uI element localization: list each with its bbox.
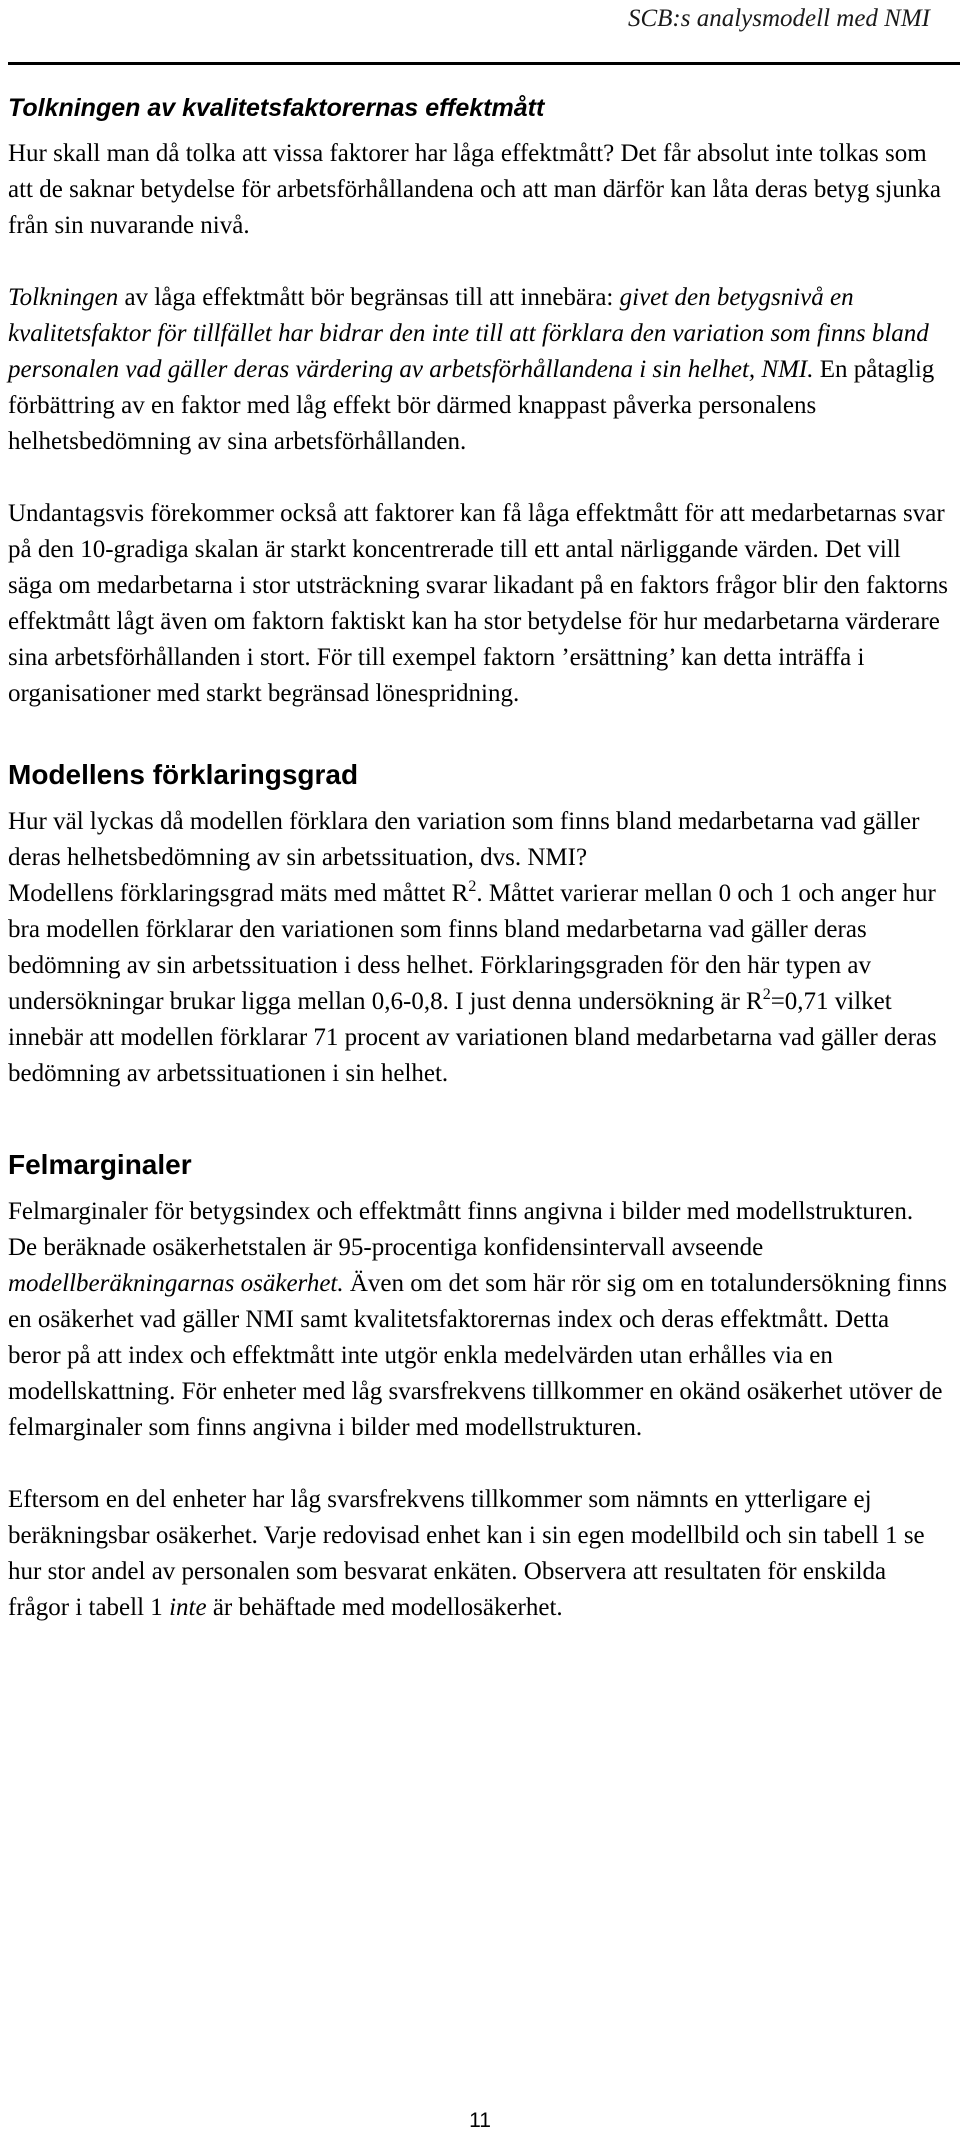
text-run: Modellens förklaringsgrad mäts med måttet R [8,880,469,907]
text-run: av låga effektmått bör begränsas till att innebära: [118,284,620,311]
paragraph-felmarginaler-2 [8,1482,948,1626]
text-run: En påtaglig förbättring av en faktor med låg effekt bör därmed knappast påverka personalens helhetsbedömning av sina arbetsförhållanden. [8,356,935,455]
page-body [8,92,948,1626]
superscript: 2 [468,878,477,895]
paragraph-forklaringsgrad-2 [8,876,948,1092]
paragraph-tolkning-2 [8,280,948,460]
section-heading-felmarginaler: Felmarginaler [8,1149,192,1180]
text-run: . Måttet varierar mellan 0 och 1 och anger hur bra modellen förklarar den variationen som finns bland medarbetarna vad gäller deras bedömning av sin arbetssituation i dess helhet. Förklaringsgraden för den här typen av undersökningar brukar ligga mellan 0,6-0,8. I just denna undersökning är R [8,880,936,1015]
section-heading-tolkning: Tolkningen av kvalitetsfaktorernas effektmått [8,94,545,122]
text-run: Felmarginaler för betygsindex och effektmått finns angivna i bilder med modellstrukturen. De beräknade osäkerhetstalen är 95-procentiga konfidensintervall avseende [8,1198,914,1261]
superscript: 2 [762,986,771,1003]
paragraph-tolkning-1: Hur skall man då tolka att vissa faktorer har låga effektmått? Det får absolut inte tolkas som att de saknar betydelse för arbetsförhållandena och att man därför kan låta deras betyg sjunka från sin nuvarande nivå. [8,140,941,239]
text-run: Eftersom en del enheter har låg svarsfrekvens tillkommer som nämnts en ytterligare ej beräkningsbar osäkerhet. Varje redovisad enhet kan i sin egen modellbild och sin tabell 1 se hur stor andel av personalen som besvarat enkäten. Observera att resultaten för enskilda frågor i tabell 1 [8,1486,925,1621]
text-run: =0,71 vilket innebär att modellen förklarar 71 procent av variationen bland medarbetarna vad gäller deras bedömning av arbetssituationen i sin helhet. [8,988,937,1087]
text-run: Även om det som här rör sig om en totalundersökning finns en osäkerhet vad gäller NMI samt kvalitetsfaktorernas index och deras effektmått. Detta beror på att index och effektmått inte utgör enkla medelvärden utan erhålles via en modellskattning. För enheter med låg svarsfrekvens tillkommer en okänd osäkerhet utöver de felmarginaler som finns angivna i bilder med modellstrukturen. [8,1270,947,1441]
italic-definition: givet den betygsnivå en kvalitetsfaktor för tillfället har bidrar den inte till att förklara den variation som finns bland personalen vad gäller deras värdering av arbetsförhållandena i sin helhet, NMI. [8,284,929,383]
page-number: 11 [469,2109,491,2132]
italic-lead: Tolkningen [8,284,119,311]
italic-word: inte [169,1594,207,1621]
paragraph-forklaringsgrad-1: Hur väl lyckas då modellen förklara den variation som finns bland medarbetarna vad gäller deras helhetsbedömning av sin arbetssituation, dvs. NMI? [8,808,920,871]
section-heading-forklaringsgrad: Modellens förklaringsgrad [8,759,359,790]
header-rule [8,62,960,65]
text-run: är behäftade med modellosäkerhet. [206,1594,563,1621]
paragraph-felmarginaler-1 [8,1194,948,1446]
italic-phrase: modellberäkningarnas osäkerhet. [8,1270,344,1297]
paragraph-tolkning-3: Undantagsvis förekommer också att faktorer kan få låga effektmått för att medarbetarnas svar på den 10-gradiga skalan är starkt koncentrerade till ett antal närliggande värden. Det vill säga om medarbetarna i stor utsträckning svarar likadant på en faktors frågor blir den faktorns effektmått lågt även om faktorn faktiskt kan ha stor betydelse för hur medarbetarna värderare sina arbetsförhållanden i stort. För till exempel faktorn ’ersättning’ kan detta inträffa i organisationer med starkt begränsad lönespridning. [8,500,948,707]
running-header: SCB:s analysmodell med NMI [627,5,930,32]
